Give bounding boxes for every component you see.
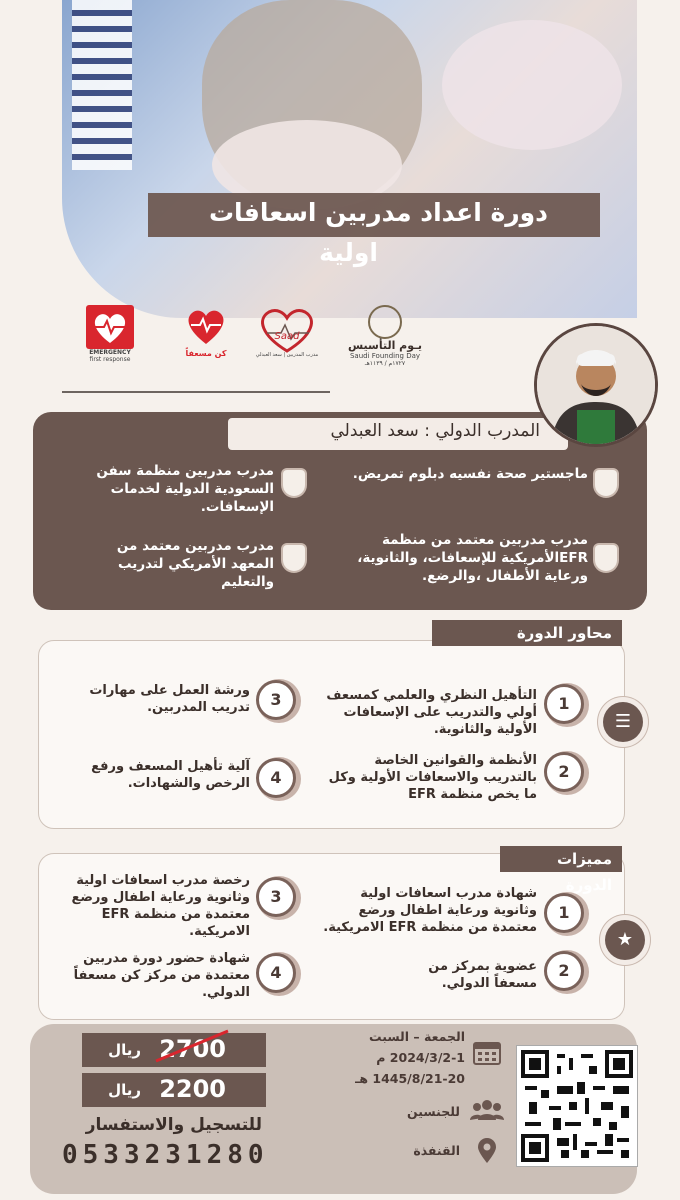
item-number: 2 bbox=[544, 752, 584, 792]
page-title-line1: دورة اعداد مدربين اسعافات bbox=[208, 198, 548, 227]
location-pin-icon bbox=[476, 1138, 498, 1164]
logo-text: يـوم التأسيس bbox=[347, 339, 423, 352]
logo-text: Saudi Founding Day bbox=[349, 352, 421, 360]
shield-icon bbox=[283, 545, 305, 571]
heart-outline-icon bbox=[247, 305, 327, 355]
registration-cta: للتسجيل والاستفسار bbox=[85, 1115, 262, 1135]
item-number: 2 bbox=[544, 951, 584, 991]
date-hijri: 1445/8/21-20 هـ bbox=[355, 1071, 465, 1086]
star-icon: ★ bbox=[605, 920, 645, 960]
strikethrough-mark bbox=[152, 1027, 232, 1067]
logo-saad bbox=[246, 305, 328, 375]
currency: ريال bbox=[108, 1081, 141, 1099]
days: الجمعة – السبت bbox=[369, 1029, 465, 1044]
item-number: 4 bbox=[256, 758, 296, 798]
item-number: 1 bbox=[544, 893, 584, 933]
page-title-line2: اولية bbox=[319, 238, 378, 267]
new-price: 2200 bbox=[159, 1075, 226, 1103]
shield-icon bbox=[283, 470, 305, 496]
axis-item: التأهيل النظري والعلمي كمسعف أولي والتدريب على الإسعافات الأولية والثانوية. bbox=[326, 688, 537, 737]
course-features-title: مميزات الدورة bbox=[500, 846, 622, 872]
logo-kun-musaefan bbox=[178, 305, 234, 375]
shield-icon bbox=[595, 545, 617, 571]
logo-text: كن مسعفاً bbox=[185, 349, 227, 358]
trainer-point: ماجستير صحة نفسيه دبلوم تمريض. bbox=[352, 466, 588, 482]
feature-item: شهادة حضور دورة مدربين معتمدة من مركز كن مسعفاً الدولي. bbox=[73, 951, 250, 1000]
divider bbox=[62, 391, 330, 393]
axis-item: آلية تأهيل المسعف ورفع الرخص والشهادات. bbox=[91, 759, 250, 791]
logo-emergency-first-response bbox=[78, 305, 142, 375]
striped-shirt bbox=[72, 0, 132, 170]
feature-item: شهادة مدرب اسعافات اولية وثانوية ورعاية اطفال ورضع معتمدة من منظمة EFR الامريكية. bbox=[323, 886, 537, 935]
clipboard-icon: ☰ bbox=[603, 702, 643, 742]
red-heart-icon bbox=[183, 305, 229, 347]
axis-item: الأنظمة والقوانين الخاصة بالتدريب والاسعافات الأولية وكل ما يخص منظمة EFR bbox=[328, 753, 537, 802]
date-gregorian: 2024/3/2-1 م bbox=[376, 1050, 465, 1065]
trainer-point: مدرب مدربين منظمة سفن السعودية الدولية لخدمات الإسعافات. bbox=[96, 463, 274, 515]
shield-icon bbox=[595, 470, 617, 496]
item-number: 3 bbox=[256, 877, 296, 917]
new-price-bar bbox=[82, 1073, 266, 1107]
logo-saudi-founding-day bbox=[345, 305, 425, 375]
logo-text: Saad bbox=[274, 331, 300, 342]
logo-text: EMERGENCY bbox=[89, 349, 131, 356]
qr-code[interactable] bbox=[517, 1046, 637, 1166]
audience: للجنسين bbox=[407, 1104, 460, 1119]
item-number: 3 bbox=[256, 680, 296, 720]
old-price-bar bbox=[82, 1033, 266, 1067]
logo-text: مدرب المدربين | سعد العبدلي bbox=[255, 352, 319, 358]
logo-text: ١٧٢٧م / ١١٣٩هـ bbox=[364, 360, 406, 367]
phone-number[interactable]: 0533231280 bbox=[62, 1140, 269, 1170]
item-number: 1 bbox=[544, 684, 584, 724]
calendar-icon bbox=[472, 1038, 502, 1066]
old-price: 2700 bbox=[159, 1035, 226, 1063]
manikins bbox=[442, 20, 622, 150]
group-icon bbox=[470, 1098, 504, 1122]
logo-text: first response bbox=[89, 356, 131, 363]
emblem-icon bbox=[368, 305, 402, 339]
hero-photo bbox=[62, 0, 637, 318]
course-axes-title: محاور الدورة bbox=[432, 620, 622, 646]
item-number: 4 bbox=[256, 953, 296, 993]
heart-icon bbox=[86, 305, 134, 349]
trainer-point: مدرب مدربين معتمد من منظمة EFRالأمريكية للإسعافات، والثانوية، ورعاية الأطفال ،والرضع. bbox=[357, 532, 588, 584]
axis-item: ورشة العمل على مهارات تدريب المدربين. bbox=[89, 683, 250, 715]
location: القنفذة bbox=[413, 1143, 460, 1158]
feature-item: عضوية بمركز من مسعفاً الدولي. bbox=[428, 959, 537, 991]
trainer-point: مدرب مدربين معتمد من المعهد الأمريكي لتدريب والتعليم bbox=[116, 538, 274, 590]
trainer-title: المدرب الدولي : سعد العبدلي bbox=[330, 421, 540, 441]
currency: ريال bbox=[108, 1041, 141, 1059]
feature-item: رخصة مدرب اسعافات اولية وثانوية ورعاية اطفال ورضع معتمدة من منظمة EFR الامريكية. bbox=[71, 873, 250, 939]
trainer-avatar bbox=[534, 323, 658, 447]
